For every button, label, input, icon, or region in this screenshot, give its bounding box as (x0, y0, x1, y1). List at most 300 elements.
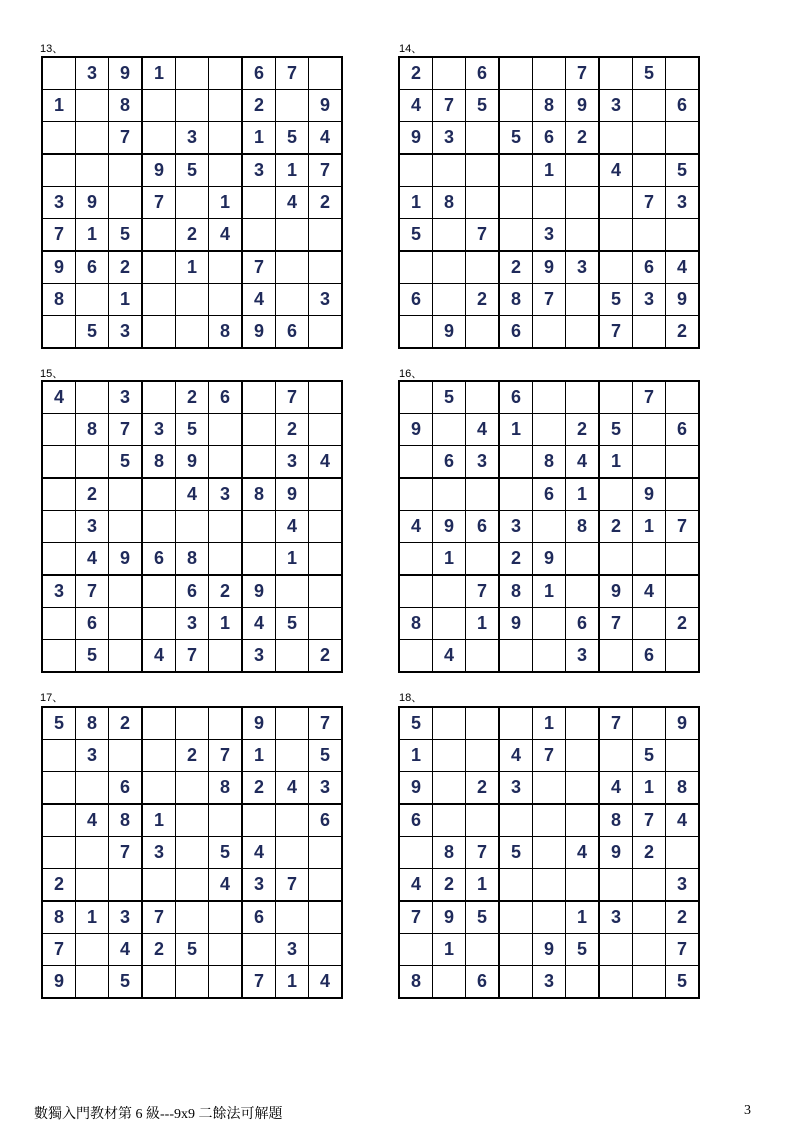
given-digit-cell: 2 (566, 414, 600, 446)
empty-cell (499, 966, 533, 999)
given-digit-cell: 5 (599, 284, 633, 316)
empty-cell (242, 187, 276, 219)
empty-cell (42, 122, 76, 155)
given-digit-cell: 2 (399, 57, 433, 90)
empty-cell (566, 543, 600, 576)
given-digit-cell: 7 (142, 187, 176, 219)
given-digit-cell: 3 (566, 251, 600, 284)
empty-cell (276, 575, 309, 608)
empty-cell (276, 837, 309, 869)
given-digit-cell: 5 (209, 837, 243, 869)
empty-cell (566, 187, 600, 219)
empty-cell (176, 901, 209, 934)
given-digit-cell: 8 (242, 478, 276, 511)
given-digit-cell: 9 (599, 575, 633, 608)
given-digit-cell: 3 (566, 640, 600, 673)
given-digit-cell: 2 (176, 381, 209, 414)
given-digit-cell: 8 (109, 804, 143, 837)
given-digit-cell: 2 (666, 608, 700, 640)
given-digit-cell: 6 (242, 57, 276, 90)
empty-cell (433, 219, 466, 252)
empty-cell (76, 122, 109, 155)
empty-cell (42, 543, 76, 576)
empty-cell (666, 640, 700, 673)
empty-cell (566, 804, 600, 837)
empty-cell (666, 740, 700, 772)
empty-cell (309, 478, 343, 511)
given-digit-cell: 3 (142, 837, 176, 869)
given-digit-cell: 2 (499, 543, 533, 576)
given-digit-cell: 4 (499, 740, 533, 772)
empty-cell (666, 381, 700, 414)
given-digit-cell: 3 (242, 640, 276, 673)
empty-cell (499, 934, 533, 966)
empty-cell (599, 934, 633, 966)
given-digit-cell: 5 (176, 414, 209, 446)
given-digit-cell: 8 (499, 575, 533, 608)
empty-cell (42, 740, 76, 772)
empty-cell (109, 608, 143, 640)
empty-cell (533, 511, 566, 543)
given-digit-cell: 2 (309, 187, 343, 219)
empty-cell (533, 316, 566, 349)
given-digit-cell: 7 (466, 219, 500, 252)
empty-cell (142, 608, 176, 640)
given-digit-cell: 1 (433, 934, 466, 966)
empty-cell (433, 251, 466, 284)
empty-cell (209, 446, 243, 479)
sudoku-grid (41, 706, 343, 999)
empty-cell (76, 837, 109, 869)
given-digit-cell: 1 (399, 740, 433, 772)
given-digit-cell: 7 (309, 707, 343, 740)
empty-cell (42, 511, 76, 543)
given-digit-cell: 7 (42, 934, 76, 966)
given-digit-cell: 5 (109, 219, 143, 252)
given-digit-cell: 6 (466, 57, 500, 90)
empty-cell (42, 316, 76, 349)
given-digit-cell: 3 (209, 478, 243, 511)
given-digit-cell: 1 (633, 511, 666, 543)
given-digit-cell: 1 (499, 414, 533, 446)
given-digit-cell: 7 (433, 90, 466, 122)
empty-cell (499, 869, 533, 902)
empty-cell (42, 478, 76, 511)
given-digit-cell: 7 (633, 381, 666, 414)
empty-cell (142, 316, 176, 349)
given-digit-cell: 3 (276, 446, 309, 479)
given-digit-cell: 6 (399, 284, 433, 316)
given-digit-cell: 4 (242, 837, 276, 869)
empty-cell (633, 446, 666, 479)
empty-cell (209, 640, 243, 673)
empty-cell (666, 478, 700, 511)
given-digit-cell: 9 (242, 575, 276, 608)
empty-cell (176, 511, 209, 543)
given-digit-cell: 9 (666, 707, 700, 740)
empty-cell (176, 966, 209, 999)
given-digit-cell: 2 (633, 837, 666, 869)
empty-cell (176, 869, 209, 902)
given-digit-cell: 8 (109, 90, 143, 122)
given-digit-cell: 1 (209, 608, 243, 640)
empty-cell (533, 57, 566, 90)
empty-cell (176, 57, 209, 90)
given-digit-cell: 4 (666, 804, 700, 837)
given-digit-cell: 3 (533, 219, 566, 252)
empty-cell (499, 478, 533, 511)
empty-cell (309, 869, 343, 902)
given-digit-cell: 4 (309, 122, 343, 155)
empty-cell (599, 219, 633, 252)
empty-cell (142, 707, 176, 740)
empty-cell (242, 219, 276, 252)
given-digit-cell: 5 (666, 966, 700, 999)
given-digit-cell: 6 (633, 640, 666, 673)
empty-cell (76, 934, 109, 966)
empty-cell (533, 869, 566, 902)
given-digit-cell: 4 (433, 640, 466, 673)
given-digit-cell: 3 (176, 608, 209, 640)
given-digit-cell: 2 (176, 740, 209, 772)
given-digit-cell: 7 (242, 966, 276, 999)
empty-cell (176, 772, 209, 805)
empty-cell (42, 804, 76, 837)
given-digit-cell: 3 (109, 316, 143, 349)
given-digit-cell: 8 (76, 707, 109, 740)
empty-cell (76, 446, 109, 479)
empty-cell (499, 154, 533, 187)
given-digit-cell: 9 (309, 90, 343, 122)
empty-cell (599, 966, 633, 999)
empty-cell (276, 707, 309, 740)
puzzle-number-label: 15、 (40, 368, 64, 380)
empty-cell (142, 966, 176, 999)
given-digit-cell: 1 (566, 478, 600, 511)
sudoku-grid (398, 706, 700, 999)
empty-cell (666, 543, 700, 576)
empty-cell (566, 707, 600, 740)
empty-cell (566, 316, 600, 349)
given-digit-cell: 5 (599, 414, 633, 446)
given-digit-cell: 9 (109, 543, 143, 576)
given-digit-cell: 1 (176, 251, 209, 284)
given-digit-cell: 1 (533, 575, 566, 608)
empty-cell (176, 284, 209, 316)
given-digit-cell: 3 (42, 575, 76, 608)
given-digit-cell: 2 (466, 772, 500, 805)
empty-cell (666, 575, 700, 608)
given-digit-cell: 2 (309, 640, 343, 673)
empty-cell (666, 57, 700, 90)
empty-cell (566, 575, 600, 608)
empty-cell (309, 251, 343, 284)
given-digit-cell: 9 (533, 543, 566, 576)
empty-cell (633, 122, 666, 155)
given-digit-cell: 5 (433, 381, 466, 414)
empty-cell (599, 122, 633, 155)
empty-cell (142, 251, 176, 284)
empty-cell (533, 901, 566, 934)
given-digit-cell: 2 (466, 284, 500, 316)
given-digit-cell: 2 (276, 414, 309, 446)
empty-cell (399, 154, 433, 187)
given-digit-cell: 9 (42, 966, 76, 999)
empty-cell (566, 740, 600, 772)
empty-cell (566, 772, 600, 805)
empty-cell (566, 284, 600, 316)
given-digit-cell: 4 (176, 478, 209, 511)
empty-cell (433, 804, 466, 837)
given-digit-cell: 2 (599, 511, 633, 543)
given-digit-cell: 7 (633, 187, 666, 219)
given-digit-cell: 8 (42, 284, 76, 316)
empty-cell (433, 414, 466, 446)
empty-cell (399, 478, 433, 511)
given-digit-cell: 2 (666, 316, 700, 349)
empty-cell (633, 608, 666, 640)
empty-cell (433, 57, 466, 90)
given-digit-cell: 8 (399, 966, 433, 999)
empty-cell (309, 934, 343, 966)
given-digit-cell: 8 (533, 90, 566, 122)
given-digit-cell: 6 (309, 804, 343, 837)
empty-cell (242, 543, 276, 576)
given-digit-cell: 2 (142, 934, 176, 966)
given-digit-cell: 6 (176, 575, 209, 608)
given-digit-cell: 2 (76, 478, 109, 511)
given-digit-cell: 6 (533, 122, 566, 155)
empty-cell (599, 543, 633, 576)
empty-cell (209, 414, 243, 446)
empty-cell (42, 772, 76, 805)
given-digit-cell: 2 (666, 901, 700, 934)
given-digit-cell: 3 (633, 284, 666, 316)
empty-cell (499, 90, 533, 122)
given-digit-cell: 2 (433, 869, 466, 902)
given-digit-cell: 7 (399, 901, 433, 934)
empty-cell (142, 284, 176, 316)
empty-cell (499, 219, 533, 252)
given-digit-cell: 2 (566, 122, 600, 155)
given-digit-cell: 7 (309, 154, 343, 187)
empty-cell (599, 869, 633, 902)
given-digit-cell: 1 (242, 740, 276, 772)
given-digit-cell: 6 (499, 316, 533, 349)
empty-cell (309, 316, 343, 349)
given-digit-cell: 1 (276, 966, 309, 999)
empty-cell (566, 154, 600, 187)
given-digit-cell: 1 (276, 154, 309, 187)
empty-cell (633, 966, 666, 999)
given-digit-cell: 3 (533, 966, 566, 999)
empty-cell (399, 640, 433, 673)
empty-cell (42, 608, 76, 640)
given-digit-cell: 5 (566, 934, 600, 966)
empty-cell (466, 804, 500, 837)
empty-cell (309, 511, 343, 543)
given-digit-cell: 4 (276, 511, 309, 543)
given-digit-cell: 5 (499, 837, 533, 869)
given-digit-cell: 5 (42, 707, 76, 740)
given-digit-cell: 2 (109, 707, 143, 740)
empty-cell (466, 381, 500, 414)
given-digit-cell: 4 (76, 543, 109, 576)
empty-cell (309, 543, 343, 576)
given-digit-cell: 8 (666, 772, 700, 805)
empty-cell (466, 316, 500, 349)
given-digit-cell: 5 (109, 966, 143, 999)
given-digit-cell: 9 (399, 772, 433, 805)
given-digit-cell: 8 (433, 187, 466, 219)
given-digit-cell: 3 (599, 901, 633, 934)
given-digit-cell: 4 (209, 869, 243, 902)
empty-cell (176, 837, 209, 869)
given-digit-cell: 3 (76, 511, 109, 543)
empty-cell (176, 316, 209, 349)
empty-cell (76, 772, 109, 805)
given-digit-cell: 6 (76, 608, 109, 640)
empty-cell (599, 57, 633, 90)
empty-cell (499, 57, 533, 90)
empty-cell (633, 934, 666, 966)
given-digit-cell: 9 (142, 154, 176, 187)
empty-cell (42, 57, 76, 90)
empty-cell (309, 837, 343, 869)
empty-cell (433, 740, 466, 772)
given-digit-cell: 3 (666, 869, 700, 902)
given-digit-cell: 9 (533, 251, 566, 284)
page-number: 3 (744, 1103, 751, 1118)
given-digit-cell: 7 (599, 608, 633, 640)
empty-cell (276, 901, 309, 934)
empty-cell (309, 57, 343, 90)
given-digit-cell: 4 (309, 446, 343, 479)
empty-cell (599, 478, 633, 511)
puzzle-number-label: 14、 (399, 43, 423, 55)
given-digit-cell: 7 (142, 901, 176, 934)
empty-cell (109, 511, 143, 543)
empty-cell (42, 640, 76, 673)
given-digit-cell: 4 (109, 934, 143, 966)
empty-cell (433, 575, 466, 608)
empty-cell (142, 869, 176, 902)
given-digit-cell: 9 (499, 608, 533, 640)
given-digit-cell: 4 (209, 219, 243, 252)
given-digit-cell: 4 (399, 90, 433, 122)
empty-cell (76, 154, 109, 187)
empty-cell (566, 219, 600, 252)
empty-cell (309, 901, 343, 934)
empty-cell (533, 640, 566, 673)
empty-cell (599, 381, 633, 414)
empty-cell (633, 90, 666, 122)
given-digit-cell: 7 (209, 740, 243, 772)
empty-cell (209, 511, 243, 543)
given-digit-cell: 6 (466, 511, 500, 543)
given-digit-cell: 9 (533, 934, 566, 966)
empty-cell (109, 575, 143, 608)
given-digit-cell: 2 (499, 251, 533, 284)
empty-cell (109, 869, 143, 902)
given-digit-cell: 2 (242, 772, 276, 805)
empty-cell (276, 804, 309, 837)
empty-cell (599, 251, 633, 284)
empty-cell (42, 154, 76, 187)
empty-cell (466, 543, 500, 576)
given-digit-cell: 1 (76, 901, 109, 934)
given-digit-cell: 3 (466, 446, 500, 479)
given-digit-cell: 3 (499, 772, 533, 805)
given-digit-cell: 3 (499, 511, 533, 543)
given-digit-cell: 5 (276, 608, 309, 640)
given-digit-cell: 5 (399, 707, 433, 740)
given-digit-cell: 6 (209, 381, 243, 414)
empty-cell (399, 446, 433, 479)
given-digit-cell: 9 (633, 478, 666, 511)
given-digit-cell: 9 (399, 122, 433, 155)
given-digit-cell: 7 (666, 934, 700, 966)
empty-cell (533, 608, 566, 640)
given-digit-cell: 9 (176, 446, 209, 479)
given-digit-cell: 5 (633, 57, 666, 90)
given-digit-cell: 2 (209, 575, 243, 608)
given-digit-cell: 1 (242, 122, 276, 155)
empty-cell (433, 772, 466, 805)
empty-cell (242, 511, 276, 543)
given-digit-cell: 4 (276, 772, 309, 805)
empty-cell (533, 414, 566, 446)
given-digit-cell: 9 (242, 707, 276, 740)
given-digit-cell: 7 (109, 414, 143, 446)
empty-cell (109, 478, 143, 511)
given-digit-cell: 4 (276, 187, 309, 219)
given-digit-cell: 1 (433, 543, 466, 576)
empty-cell (433, 608, 466, 640)
empty-cell (533, 187, 566, 219)
given-digit-cell: 7 (599, 316, 633, 349)
empty-cell (666, 837, 700, 869)
given-digit-cell: 6 (666, 414, 700, 446)
given-digit-cell: 6 (666, 90, 700, 122)
given-digit-cell: 6 (433, 446, 466, 479)
empty-cell (499, 187, 533, 219)
empty-cell (466, 154, 500, 187)
given-digit-cell: 9 (276, 478, 309, 511)
given-digit-cell: 4 (76, 804, 109, 837)
given-digit-cell: 6 (142, 543, 176, 576)
given-digit-cell: 9 (566, 90, 600, 122)
given-digit-cell: 3 (599, 90, 633, 122)
given-digit-cell: 5 (499, 122, 533, 155)
empty-cell (566, 966, 600, 999)
given-digit-cell: 7 (109, 837, 143, 869)
empty-cell (399, 543, 433, 576)
given-digit-cell: 6 (466, 966, 500, 999)
empty-cell (399, 251, 433, 284)
given-digit-cell: 8 (142, 446, 176, 479)
given-digit-cell: 9 (666, 284, 700, 316)
puzzle-number-label: 13、 (40, 43, 64, 55)
given-digit-cell: 6 (633, 251, 666, 284)
given-digit-cell: 7 (466, 837, 500, 869)
empty-cell (566, 869, 600, 902)
given-digit-cell: 1 (533, 154, 566, 187)
given-digit-cell: 7 (242, 251, 276, 284)
empty-cell (466, 640, 500, 673)
empty-cell (599, 740, 633, 772)
empty-cell (142, 511, 176, 543)
